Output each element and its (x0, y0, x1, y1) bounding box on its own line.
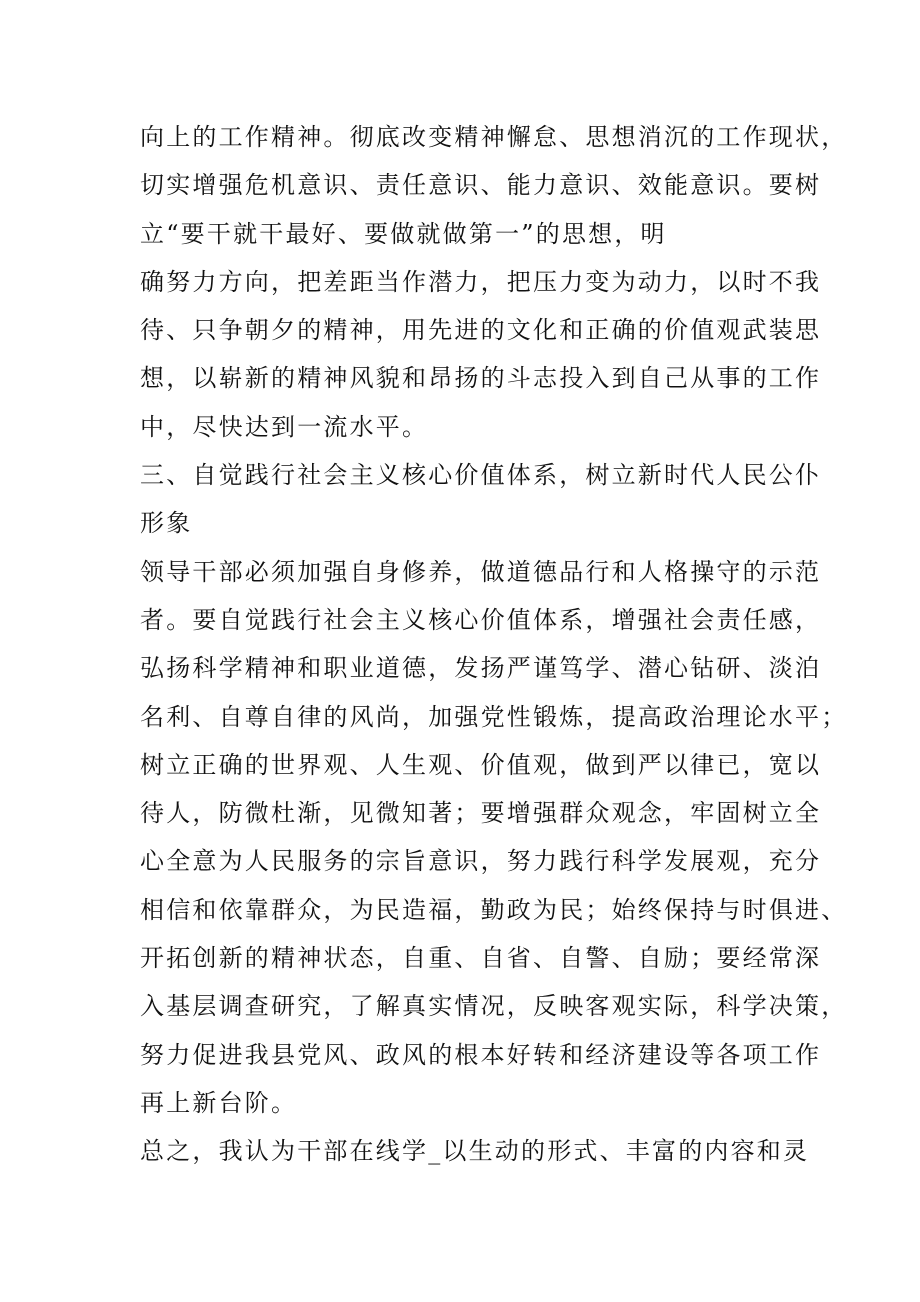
text-line: 立“要干就干最好、要做就做第一”的思想，明 (140, 219, 667, 248)
text-line: 待人，防微杜渐，见微知著；要增强群众观念，牢固树立全 (140, 799, 822, 828)
text-line: 入基层调查研究，了解真实情况，反映客观实际，科学决策， (140, 992, 848, 1021)
text-line: 想，以崭新的精神风貌和昂扬的斗志投入到自己从事的工作 (140, 364, 822, 393)
text-line: 确努力方向，把差距当作潜力，把压力变为动力，以时不我 (140, 267, 822, 296)
text-line: 努力促进我县党风、政风的根本好转和经济建设等各项工作 (140, 1040, 822, 1069)
text-line: 者。要自觉践行社会主义核心价值体系，增强社会责任感， (140, 605, 822, 634)
text-line: 弘扬科学精神和职业道德，发扬严谨笃学、潜心钻研、淡泊 (140, 654, 822, 683)
text-line: 待、只争朝夕的精神，用先进的文化和正确的价值观武装思 (140, 316, 822, 345)
section-heading-continued: 形象 (140, 509, 193, 538)
text-line: 再上新台阶。 (140, 1088, 298, 1117)
text-line: 中，尽快达到一流水平。 (140, 412, 429, 441)
text-line: 切实增强危机意识、责任意识、能力意识、效能意识。要树 (140, 171, 822, 200)
text-line: 树立正确的世界观、人生观、价值观，做到严以律已，宽以 (140, 750, 822, 779)
text-line: 名利、自尊自律的风尚，加强党性锻炼，提高政治理论水平； (140, 702, 848, 731)
text-line: 总之，我认为干部在线学_以生动的形式、丰富的内容和灵 (140, 1137, 810, 1166)
text-line: 相信和依靠群众，为民造福，勤政为民；始终保持与时俱进、 (140, 895, 848, 924)
section-heading: 三、自觉践行社会主义核心价值体系，树立新时代人民公仆 (140, 461, 822, 490)
text-line: 领导干部必须加强自身修养，做道德品行和人格操守的示范 (140, 557, 822, 586)
text-line: 开拓创新的精神状态，自重、自省、自警、自励；要经常深 (140, 944, 822, 973)
text-line: 心全意为人民服务的宗旨意识，努力践行科学发展观，充分 (140, 847, 822, 876)
text-line: 向上的工作精神。彻底改变精神懈怠、思想消沉的工作现状， (140, 123, 848, 151)
body-text (140, 113, 848, 1176)
